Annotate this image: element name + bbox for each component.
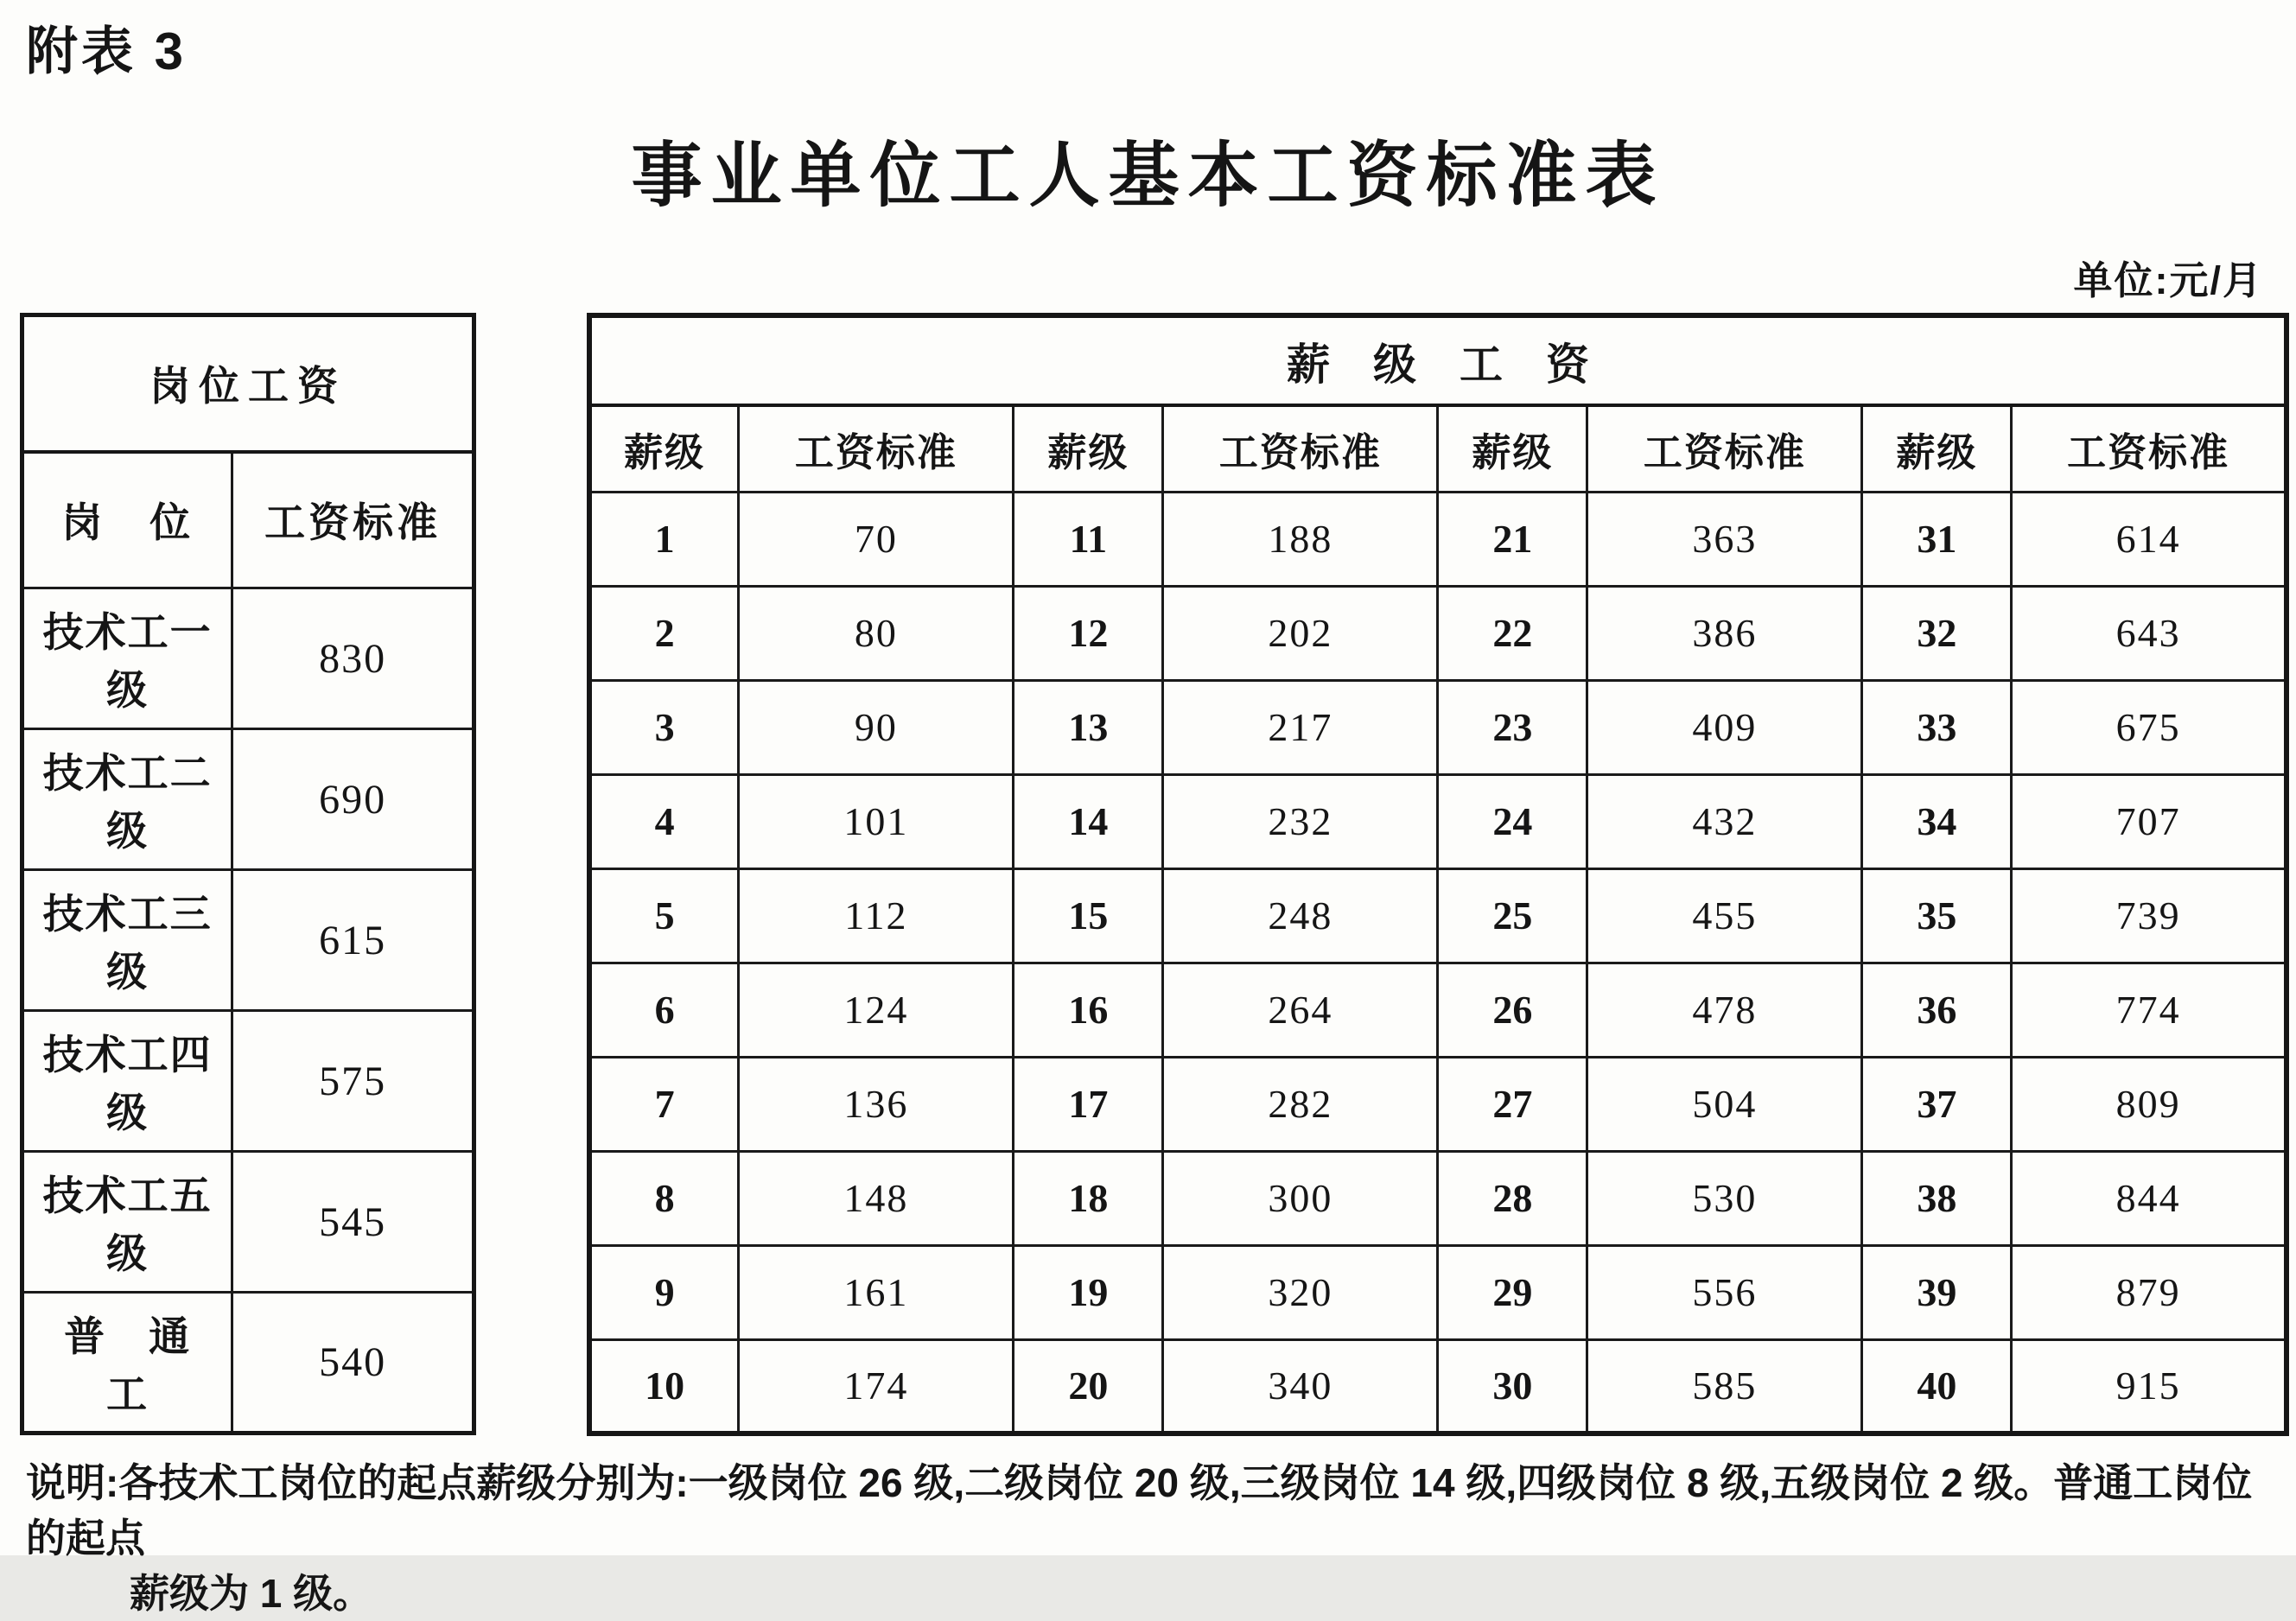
grade-level-cell: 10: [589, 1339, 739, 1433]
wage-standard-cell: 409: [1587, 680, 1862, 774]
wage-standard-cell: 540: [232, 1293, 474, 1433]
position-row: [22, 870, 474, 1011]
position-name-cell: 技术工四级: [22, 1011, 232, 1152]
grade-level-cell: 29: [1438, 1245, 1587, 1339]
grade-level-cell: 2: [589, 586, 739, 680]
wage-standard-col-header: 工资标准: [232, 452, 474, 588]
unit-label: 单位:元/月: [2073, 258, 2263, 302]
wage-standard-cell: 879: [2012, 1245, 2286, 1339]
wage-standard-col-header: 工资标准: [2012, 405, 2286, 492]
grade-row: [589, 774, 2286, 868]
wage-standard-cell: 707: [2012, 774, 2286, 868]
grade-level-cell: 18: [1014, 1151, 1163, 1245]
grade-row: [589, 1339, 2286, 1433]
grade-level-cell: 7: [589, 1057, 739, 1151]
wage-standard-cell: 232: [1163, 774, 1438, 868]
grade-col-header-row: [589, 405, 2286, 492]
grade-level-col-header: 薪级: [1438, 405, 1587, 492]
position-table-title: 岗位工资: [22, 315, 474, 452]
position-row: [22, 1011, 474, 1152]
grade-level-col-header: 薪级: [1014, 405, 1163, 492]
grade-level-cell: 26: [1438, 963, 1587, 1057]
position-table-header-row: [22, 452, 474, 588]
wage-standard-cell: 217: [1163, 680, 1438, 774]
grade-level-cell: 30: [1438, 1339, 1587, 1433]
grade-row: [589, 492, 2286, 586]
wage-standard-cell: 690: [232, 729, 474, 870]
grade-row: [589, 963, 2286, 1057]
page-title: 事业单位工人基本工资标准表: [631, 137, 1665, 215]
position-col-header: 岗 位: [22, 452, 232, 588]
grade-level-cell: 35: [1862, 868, 2012, 963]
wage-standard-cell: 363: [1587, 492, 1862, 586]
grade-level-cell: 1: [589, 492, 739, 586]
grade-level-cell: 5: [589, 868, 739, 963]
wage-standard-cell: 615: [232, 870, 474, 1011]
position-wage-table: [20, 313, 476, 1435]
wage-standard-cell: 70: [739, 492, 1014, 586]
position-name-cell: 技术工三级: [22, 870, 232, 1011]
grade-level-cell: 12: [1014, 586, 1163, 680]
wage-standard-cell: 504: [1587, 1057, 1862, 1151]
grade-level-cell: 9: [589, 1245, 739, 1339]
wage-standard-cell: 844: [2012, 1151, 2286, 1245]
wage-standard-cell: 101: [739, 774, 1014, 868]
grade-row: [589, 868, 2286, 963]
grade-table-title: 薪 级 工 资: [589, 315, 2286, 405]
grade-level-cell: 11: [1014, 492, 1163, 586]
grade-level-cell: 38: [1862, 1151, 2012, 1245]
grade-level-cell: 23: [1438, 680, 1587, 774]
grade-level-cell: 4: [589, 774, 739, 868]
wage-standard-cell: 282: [1163, 1057, 1438, 1151]
wage-standard-cell: 556: [1587, 1245, 1862, 1339]
position-name-cell: 技术工一级: [22, 588, 232, 729]
wage-standard-cell: 455: [1587, 868, 1862, 963]
grade-row: [589, 1151, 2286, 1245]
grade-level-cell: 34: [1862, 774, 2012, 868]
note-line-2: 薪级为 1 级。: [130, 1571, 373, 1616]
wage-standard-cell: 575: [232, 1011, 474, 1152]
wage-standard-cell: 585: [1587, 1339, 1862, 1433]
wage-standard-cell: 148: [739, 1151, 1014, 1245]
position-name-cell: 普 通 工: [22, 1293, 232, 1433]
grade-level-cell: 17: [1014, 1057, 1163, 1151]
grade-row: [589, 1057, 2286, 1151]
wage-standard-cell: 124: [739, 963, 1014, 1057]
wage-standard-cell: 739: [2012, 868, 2286, 963]
wage-standard-cell: 112: [739, 868, 1014, 963]
position-name-cell: 技术工五级: [22, 1152, 232, 1293]
wage-standard-cell: 432: [1587, 774, 1862, 868]
wage-standard-cell: 300: [1163, 1151, 1438, 1245]
note: [26, 1455, 2281, 1621]
grade-level-cell: 22: [1438, 586, 1587, 680]
wage-standard-cell: 530: [1587, 1151, 1862, 1245]
wage-standard-cell: 545: [232, 1152, 474, 1293]
wage-standard-cell: 614: [2012, 492, 2286, 586]
grade-row: [589, 680, 2286, 774]
grade-level-cell: 33: [1862, 680, 2012, 774]
position-row: [22, 1152, 474, 1293]
grade-level-cell: 39: [1862, 1245, 2012, 1339]
position-table-body: [22, 588, 474, 1433]
grade-level-cell: 20: [1014, 1339, 1163, 1433]
grade-level-cell: 13: [1014, 680, 1163, 774]
wage-standard-cell: 830: [232, 588, 474, 729]
note-line-1: 说明:各技术工岗位的起点薪级分别为:一级岗位 26 级,二级岗位 20 级,三级岗位 14 级,四级岗位 8 级,五级岗位 2 级。普通工岗位的起点: [26, 1460, 2253, 1561]
grade-table-body: [589, 492, 2286, 1433]
grade-level-cell: 27: [1438, 1057, 1587, 1151]
wage-standard-cell: 809: [2012, 1057, 2286, 1151]
wage-standard-cell: 340: [1163, 1339, 1438, 1433]
grade-row: [589, 586, 2286, 680]
wage-standard-cell: 161: [739, 1245, 1014, 1339]
grade-level-cell: 40: [1862, 1339, 2012, 1433]
wage-standard-cell: 202: [1163, 586, 1438, 680]
position-row: [22, 729, 474, 870]
grade-level-cell: 3: [589, 680, 739, 774]
grade-level-col-header: 薪级: [589, 405, 739, 492]
grade-level-cell: 28: [1438, 1151, 1587, 1245]
wage-standard-col-header: 工资标准: [739, 405, 1014, 492]
wage-standard-cell: 915: [2012, 1339, 2286, 1433]
wage-standard-col-header: 工资标准: [1587, 405, 1862, 492]
wage-standard-cell: 264: [1163, 963, 1438, 1057]
grade-level-cell: 14: [1014, 774, 1163, 868]
wage-standard-cell: 80: [739, 586, 1014, 680]
grade-level-cell: 15: [1014, 868, 1163, 963]
appendix-tag: 附表 3: [26, 22, 188, 80]
grade-level-cell: 8: [589, 1151, 739, 1245]
wage-standard-cell: 174: [739, 1339, 1014, 1433]
grade-level-cell: 6: [589, 963, 739, 1057]
wage-standard-cell: 643: [2012, 586, 2286, 680]
position-table-title-row: [22, 315, 474, 452]
position-row: [22, 588, 474, 729]
wage-standard-cell: 774: [2012, 963, 2286, 1057]
grade-level-cell: 21: [1438, 492, 1587, 586]
grade-level-cell: 25: [1438, 868, 1587, 963]
grade-table-title-row: [589, 315, 2286, 405]
wage-standard-cell: 320: [1163, 1245, 1438, 1339]
grade-level-cell: 32: [1862, 586, 2012, 680]
wage-standard-cell: 478: [1587, 963, 1862, 1057]
wage-standard-cell: 248: [1163, 868, 1438, 963]
grade-level-cell: 24: [1438, 774, 1587, 868]
wage-standard-cell: 90: [739, 680, 1014, 774]
grade-wage-table: [587, 313, 2289, 1436]
wage-standard-col-header: 工资标准: [1163, 405, 1438, 492]
wage-standard-cell: 136: [739, 1057, 1014, 1151]
position-row: [22, 1293, 474, 1433]
grade-level-cell: 36: [1862, 963, 2012, 1057]
grade-level-cell: 31: [1862, 492, 2012, 586]
grade-level-cell: 19: [1014, 1245, 1163, 1339]
grade-level-cell: 37: [1862, 1057, 2012, 1151]
wage-standard-cell: 386: [1587, 586, 1862, 680]
wage-standard-cell: 675: [2012, 680, 2286, 774]
grade-level-col-header: 薪级: [1862, 405, 2012, 492]
grade-level-cell: 16: [1014, 963, 1163, 1057]
position-name-cell: 技术工二级: [22, 729, 232, 870]
grade-row: [589, 1245, 2286, 1339]
wage-standard-cell: 188: [1163, 492, 1438, 586]
